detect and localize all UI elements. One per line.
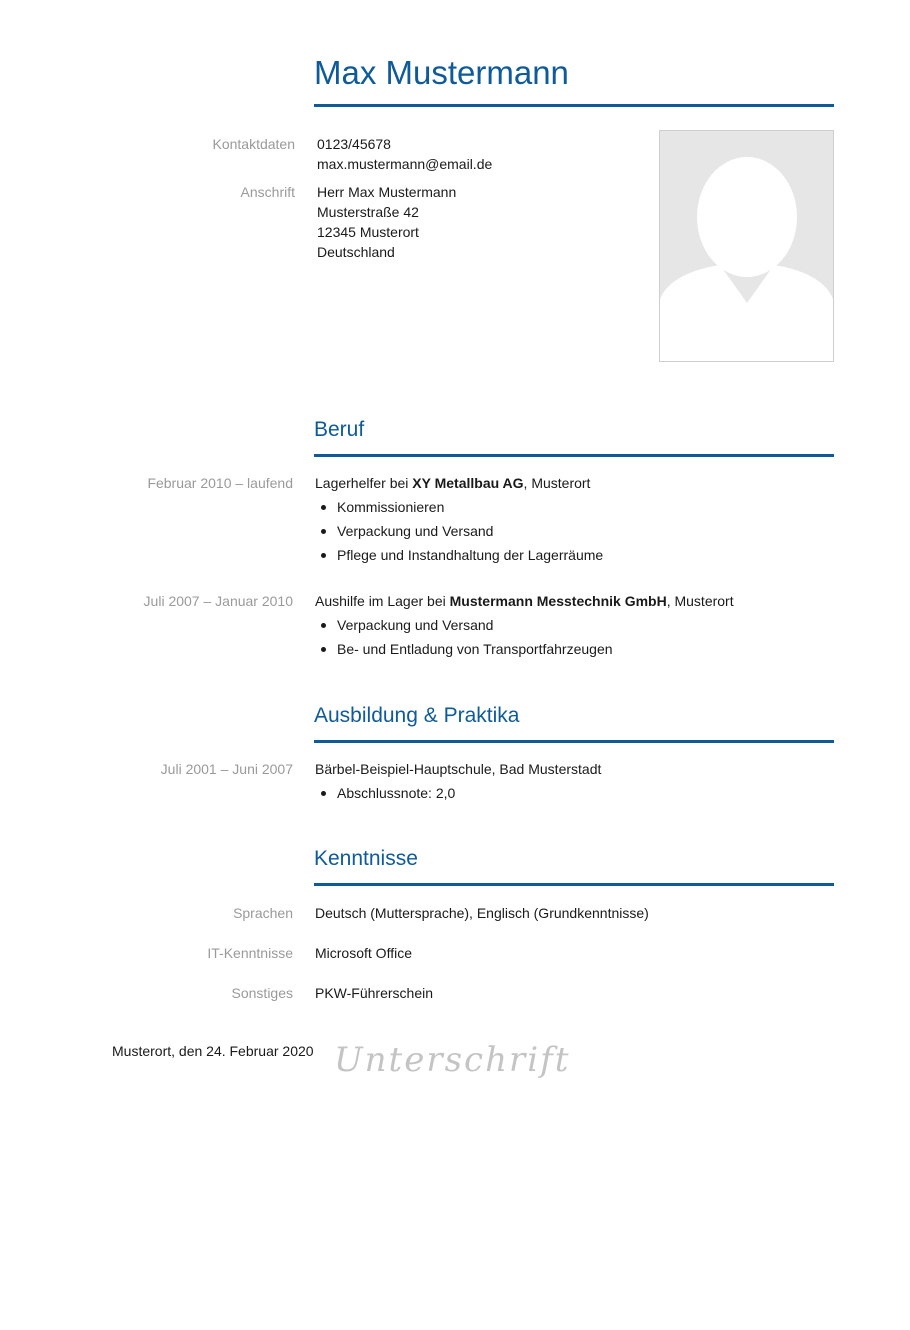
signature: Unterschrift	[334, 1040, 571, 1080]
list-item-text: Pflege und Instandhaltung der Lagerräume	[337, 547, 604, 563]
list-item	[337, 637, 834, 661]
career-company: XY Metallbau AG	[412, 475, 524, 491]
career-date: Juli 2007 – Januar 2010	[143, 593, 293, 609]
career-entry	[315, 589, 834, 661]
phone-number: 0123/45678	[317, 136, 391, 152]
list-item-text: Abschlussnote: 2,0	[337, 785, 456, 801]
section-title-education: Ausbildung & Praktika	[314, 704, 520, 727]
education-entry	[315, 757, 834, 805]
address-label: Anschrift	[240, 184, 295, 200]
career-headline	[315, 471, 834, 495]
skill-label: IT-Kenntnisse	[207, 945, 293, 961]
career-task-list	[315, 613, 834, 661]
list-item	[337, 543, 834, 567]
bullet-icon	[321, 623, 326, 628]
list-item	[337, 519, 834, 543]
education-detail-list	[315, 781, 834, 805]
skill-label: Sprachen	[233, 905, 293, 921]
profile-photo-placeholder	[659, 130, 834, 362]
career-role: Aushilfe im Lager bei	[315, 593, 450, 609]
career-role: Lagerhelfer bei	[315, 475, 413, 491]
avatar-silhouette-icon	[660, 131, 833, 361]
career-location: , Musterort	[666, 593, 734, 609]
education-school: Bärbel-Beispiel-Hauptschule, Bad Musterstadt	[315, 761, 602, 777]
list-item-text: Verpackung und Versand	[337, 617, 494, 633]
list-item	[337, 781, 834, 805]
career-task-list	[315, 495, 834, 567]
section-divider	[314, 454, 834, 457]
career-entry	[315, 471, 834, 567]
section-divider	[314, 883, 834, 886]
list-item-text: Verpackung und Versand	[337, 523, 494, 539]
cv-name: Max Mustermann	[314, 54, 569, 91]
address-line: Musterstraße 42	[317, 204, 419, 220]
skill-label: Sonstiges	[231, 985, 293, 1001]
address-line: Herr Max Mustermann	[317, 184, 457, 200]
education-date: Juli 2001 – Juni 2007	[160, 761, 293, 777]
section-title-skills: Kenntnisse	[314, 847, 418, 870]
list-item-text: Be- und Entladung von Transportfahrzeugen	[337, 641, 613, 657]
section-title-career: Beruf	[314, 418, 365, 441]
list-item-text: Kommissionieren	[337, 499, 445, 515]
career-headline	[315, 589, 834, 613]
skill-value: Deutsch (Muttersprache), Englisch (Grundkenntnisse)	[315, 905, 649, 921]
contact-block	[317, 134, 492, 174]
skill-value: PKW-Führerschein	[315, 985, 434, 1001]
skill-value: Microsoft Office	[315, 945, 412, 961]
list-item	[337, 495, 834, 519]
bullet-icon	[321, 553, 326, 558]
bullet-icon	[321, 529, 326, 534]
list-item	[337, 613, 834, 637]
address-block	[317, 182, 456, 262]
career-location: , Musterort	[523, 475, 591, 491]
email-address: max.mustermann@email.de	[317, 156, 493, 172]
bullet-icon	[321, 647, 326, 652]
career-company: Mustermann Messtechnik GmbH	[449, 593, 667, 609]
bullet-icon	[321, 791, 326, 796]
bullet-icon	[321, 505, 326, 510]
address-line: Deutschland	[317, 244, 395, 260]
place-and-date: Musterort, den 24. Februar 2020	[112, 1043, 314, 1059]
address-line: 12345 Musterort	[317, 224, 419, 240]
section-divider	[314, 740, 834, 743]
contact-label: Kontaktdaten	[212, 136, 295, 152]
career-date: Februar 2010 – laufend	[147, 475, 293, 491]
name-divider	[314, 104, 834, 107]
